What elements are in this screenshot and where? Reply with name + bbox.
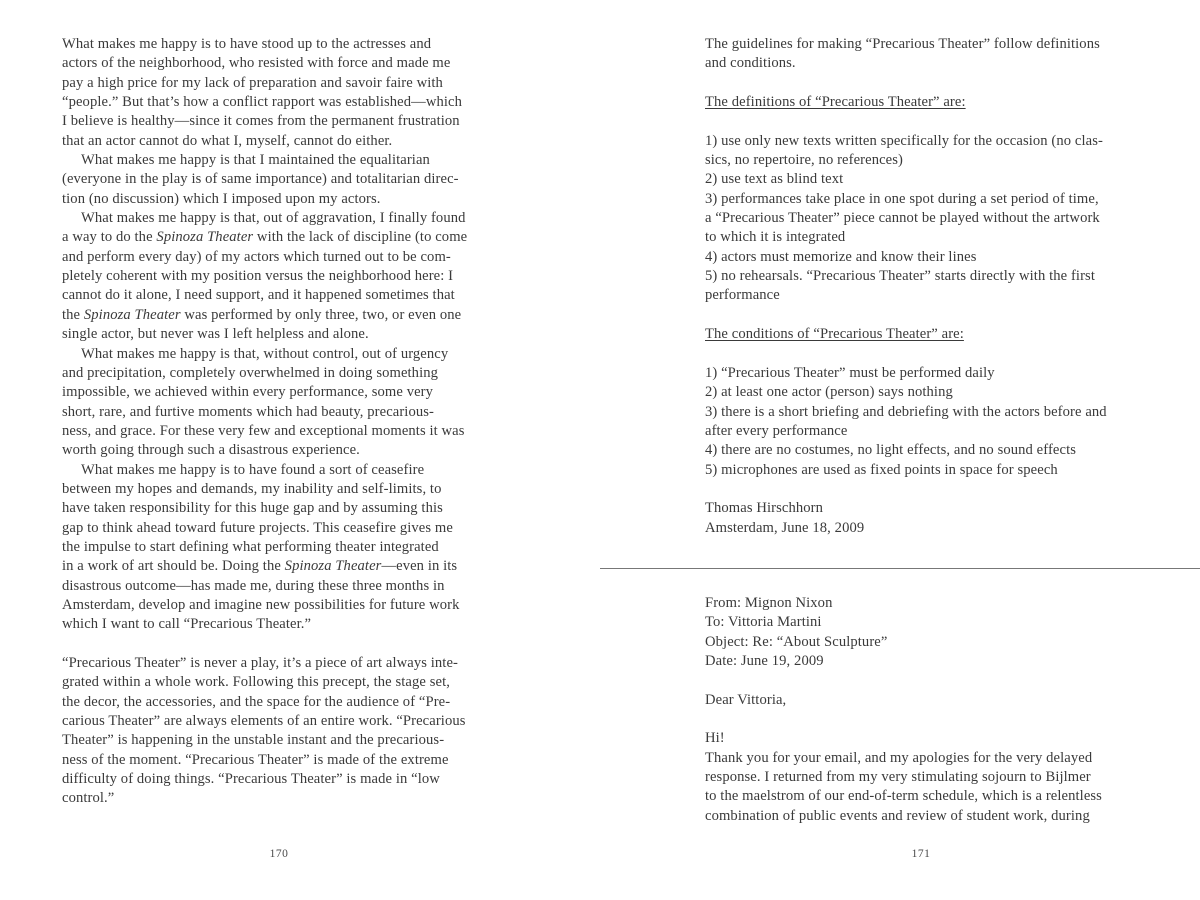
blank-line	[705, 480, 1165, 499]
blank-line	[62, 635, 518, 654]
text-line: 5) no rehearsals. “Precarious Theater” starts directly with the first	[705, 268, 1095, 285]
section-heading: The definitions of “Precarious Theater” are:	[705, 94, 966, 111]
text-line: (everyone in the play is of same importance) and totalitarian direc-	[62, 171, 459, 188]
text-line: 3) there is a short briefing and debriefing with the actors before and	[705, 403, 1107, 420]
text-line: 4) there are no costumes, no light effects, and no sound effects	[705, 442, 1077, 459]
text-line: What makes me happy is to have found a sort of ceasefire	[81, 461, 425, 478]
text-line: 3) performances take place in one spot during a set period of time,	[705, 190, 1099, 207]
text-line: worth going through such a disastrous experience.	[62, 442, 360, 459]
text-segment: a way to do the	[62, 229, 157, 246]
text-line	[62, 228, 518, 247]
italic-title: Spinoza Theater	[83, 306, 181, 323]
text-segment: the	[62, 306, 84, 323]
text-segment: with the lack of discipline (to come	[253, 229, 468, 246]
text-line: 1) use only new texts written specifically for the occasion (no clas-	[705, 132, 1103, 149]
text-line	[62, 306, 518, 325]
text-line: gap to think ahead toward future projects. This ceasefire gives me	[62, 519, 453, 536]
text-line: Thomas Hirschhorn	[705, 500, 824, 517]
text-line: ness of the moment. “Precarious Theater” is made of the extreme	[62, 751, 449, 768]
text-line: Dear Vittoria,	[705, 691, 787, 708]
email-letter	[705, 594, 1165, 826]
text-line: single actor, but never was I left helpless and alone.	[62, 326, 369, 343]
text-line: actors of the neighborhood, who resisted with force and made me	[62, 55, 451, 72]
text-line: What makes me happy is that, without control, out of urgency	[81, 345, 449, 362]
text-line: “people.” But that’s how a conflict rapport was established—which	[62, 94, 463, 111]
right-page	[600, 0, 1200, 900]
precarious-theater-guidelines	[705, 35, 1165, 538]
text-line: Hi!	[705, 730, 725, 747]
blank-line	[705, 710, 1165, 729]
blank-line	[705, 671, 1165, 690]
text-segment: —even in its	[381, 558, 458, 575]
text-line: and perform every day) of my actors which turned out to be com-	[62, 248, 451, 265]
text-line: control.”	[62, 790, 115, 807]
text-line: to the maelstrom of our end-of-term schedule, which is a relentless	[705, 788, 1102, 805]
text-line: Thank you for your email, and my apologies for the very delayed	[705, 749, 1093, 766]
text-line: to which it is integrated	[705, 229, 846, 246]
italic-title: Spinoza Theater	[156, 229, 254, 246]
text-line: pletely coherent with my position versus the neighborhood here: I	[62, 268, 454, 285]
text-line: The guidelines for making “Precarious Theater” follow definitions	[705, 36, 1100, 52]
text-line: which I want to call “Precarious Theater.”	[62, 616, 312, 633]
text-line	[62, 557, 518, 576]
text-line: difficulty of doing things. “Precarious Theater” is made in “low	[62, 771, 440, 788]
text-line: Amsterdam, develop and imagine new possibilities for future work	[62, 596, 460, 613]
section-heading: The conditions of “Precarious Theater” are:	[705, 326, 964, 343]
text-line: ness, and grace. For these very few and exceptional moments it was	[62, 422, 465, 439]
text-line: after every performance	[705, 422, 848, 439]
text-line: pay a high price for my lack of preparation and savoir faire with	[62, 74, 443, 91]
text-line: and conditions.	[705, 55, 796, 72]
text-line: 2) use text as blind text	[705, 171, 844, 188]
italic-title: Spinoza Theater	[284, 558, 382, 575]
text-line: the decor, the accessories, and the space for the audience of “Pre-	[62, 693, 451, 710]
text-line: impossible, we achieved within every performance, some very	[62, 384, 434, 401]
text-line: What makes me happy is to have stood up to the actresses and	[62, 36, 432, 52]
text-line: What makes me happy is that, out of aggravation, I finally found	[81, 210, 466, 227]
text-line: have taken responsibility for this huge gap and by assuming this	[62, 500, 443, 517]
section-divider	[600, 568, 1200, 569]
text-line: the impulse to start defining what performing theater integrated	[62, 538, 439, 555]
text-line: grated within a whole work. Following this precept, the stage set,	[62, 674, 450, 691]
blank-line	[705, 112, 1165, 131]
text-line: I believe is healthy—since it comes from the permanent frustration	[62, 113, 460, 130]
page-number-right: 171	[911, 848, 931, 860]
text-line: and precipitation, completely overwhelmed in doing something	[62, 364, 439, 381]
text-line: Amsterdam, June 18, 2009	[705, 519, 865, 536]
text-line: that an actor cannot do what I, myself, cannot do either.	[62, 132, 393, 149]
text-line: a “Precarious Theater” piece cannot be played without the artwork	[705, 210, 1100, 227]
text-line: disastrous outcome—has made me, during these three months in	[62, 577, 445, 594]
text-line: “Precarious Theater” is never a play, it’s a piece of art always inte-	[62, 655, 458, 671]
text-line: 1) “Precarious Theater” must be performed daily	[705, 364, 995, 381]
text-line: between my hopes and demands, my inability and self-limits, to	[62, 480, 442, 497]
text-line: short, rare, and furtive moments which had beauty, precarious-	[62, 403, 434, 420]
blank-line	[705, 345, 1165, 364]
text-line: 4) actors must memorize and know their lines	[705, 248, 977, 265]
text-line: cannot do it alone, I need support, and it happened sometimes that	[62, 287, 455, 304]
text-line: 5) microphones are used as fixed points in space for speech	[705, 461, 1058, 478]
text-line: From: Mignon Nixon	[705, 595, 833, 611]
text-line: performance	[705, 287, 780, 304]
text-line: Object: Re: “About Sculpture”	[705, 633, 888, 650]
text-line: Date: June 19, 2009	[705, 653, 824, 670]
text-line: sics, no repertoire, no references)	[705, 152, 903, 169]
text-line: What makes me happy is that I maintained the equalitarian	[81, 152, 430, 169]
left-page-text	[62, 35, 518, 809]
text-line: tion (no discussion) which I imposed upon my actors.	[62, 190, 381, 207]
text-line: combination of public events and review of student work, during	[705, 807, 1090, 824]
text-line: To: Vittoria Martini	[705, 614, 822, 631]
text-line: Theater” is happening in the unstable instant and the precarious-	[62, 732, 445, 749]
page-number-left: 170	[269, 848, 289, 860]
text-line: 2) at least one actor (person) says nothing	[705, 384, 953, 401]
text-segment: in a work of art should be. Doing the	[62, 558, 285, 575]
text-line: response. I returned from my very stimulating sojourn to Bijlmer	[705, 769, 1091, 786]
text-line: carious Theater” are always elements of an entire work. “Precarious	[62, 713, 466, 730]
blank-line	[705, 306, 1165, 325]
text-segment: was performed by only three, two, or even one	[180, 306, 462, 323]
blank-line	[705, 74, 1165, 93]
